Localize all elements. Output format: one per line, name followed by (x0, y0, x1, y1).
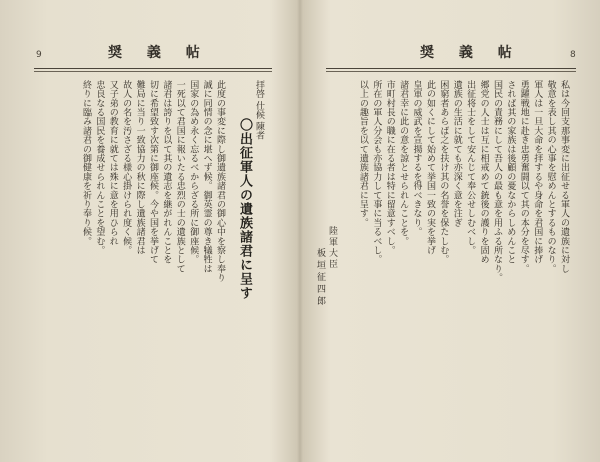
header-rule-left (34, 68, 272, 69)
text-column: 此の如くにして始めて挙国一致の実を挙げ (424, 80, 435, 255)
text-column: 終りに臨み諸君の御健康を祈り奉り候。 (80, 80, 91, 246)
signature-name: 板垣征四郎 (315, 248, 325, 308)
text-column: 勇躍戦地に赴き忠勇奮闘以て其の本分を尽す。 (518, 80, 529, 274)
text-column: 此度の事変に際し御遺族諸君の御心中を察し奉り (215, 80, 225, 283)
body-text-left (40, 80, 226, 438)
text-column: 郷党の人士は互に相戒めて銃後の護りを固め (478, 80, 489, 264)
text-column: 一死以て君国に報いたる忠烈の士の遺族として (174, 80, 185, 274)
text-column: 諸君は誇りを以て其の遺志を継がれんことを (161, 80, 172, 264)
text-column: 市町村長の職に在る者は特に留意すべし。 (384, 80, 395, 255)
text-column: 敬意を表し其の心事を慰めんとするものなり。 (545, 80, 556, 274)
text-column: 私は今回支那事変に出征せる軍人の遺族に対し (559, 80, 569, 274)
text-column: 軍人は一旦大命を拝するや身命を君国に捧げ (532, 80, 543, 264)
intro-line: 拝啓 仕候 陳者 (254, 80, 264, 140)
page-number-left: 9 (36, 50, 42, 60)
text-column: 出征将士をして安んじて奉公せしむべし。 (465, 80, 476, 255)
text-column: 遺族の生活に就ても亦深く意を注ぎ (451, 80, 462, 228)
text-column: 故人の名を汚さざる様心掛けられ度く候。 (121, 80, 132, 255)
running-title-left: 奨 義 帖 (108, 45, 210, 61)
text-column: 所在の軍人分会も亦協力して事に当るべし。 (371, 80, 382, 264)
text-column: 国民の責務にして吾人の最も意を用ふる所なり。 (491, 80, 502, 283)
page-number-right: 8 (570, 50, 576, 60)
running-title-right: 奨 義 帖 (420, 45, 522, 61)
text-column: 切に希望致す次第に御座候。今や国を挙げて (147, 80, 158, 264)
header-rule-right (326, 68, 576, 69)
right-page (302, 0, 600, 462)
text-column: 誠に同情の念に堪へず候。御英霊の尊き犠牲は (201, 80, 212, 274)
text-column: 忠良なる国民を養成せられんことを望む。 (94, 80, 105, 255)
text-column: 諸君幸に此の意を諒とせられんことを。 (398, 80, 409, 246)
text-column: 以上の趣旨を以て遺族諸君に呈す。 (357, 80, 368, 228)
text-column: 国家の為め永く忘るべからざる所に御座候。 (188, 80, 199, 264)
text-column: 皇軍の威武を宣揚するを得べきなり。 (411, 80, 422, 237)
section-heading: 〇出征軍人の遺族諸君に呈す (237, 118, 252, 300)
body-text-right (346, 80, 570, 438)
left-page (0, 0, 298, 462)
header-rule-thin-left (34, 71, 272, 72)
header-rule-thin-right (326, 71, 576, 72)
text-column: されば其の家族は後顧の憂なからしめんこと (505, 80, 516, 264)
text-column: 難局に当り一致協力の秋に際し遺族諸君は (134, 80, 145, 255)
signature-role: 陸軍大臣 (327, 226, 337, 270)
text-column: 困窮者あらば之を扶け其の名誉を保たしむ。 (438, 80, 449, 264)
text-column: 又子弟の教育に就ては殊に意を用ひられ (107, 80, 118, 246)
